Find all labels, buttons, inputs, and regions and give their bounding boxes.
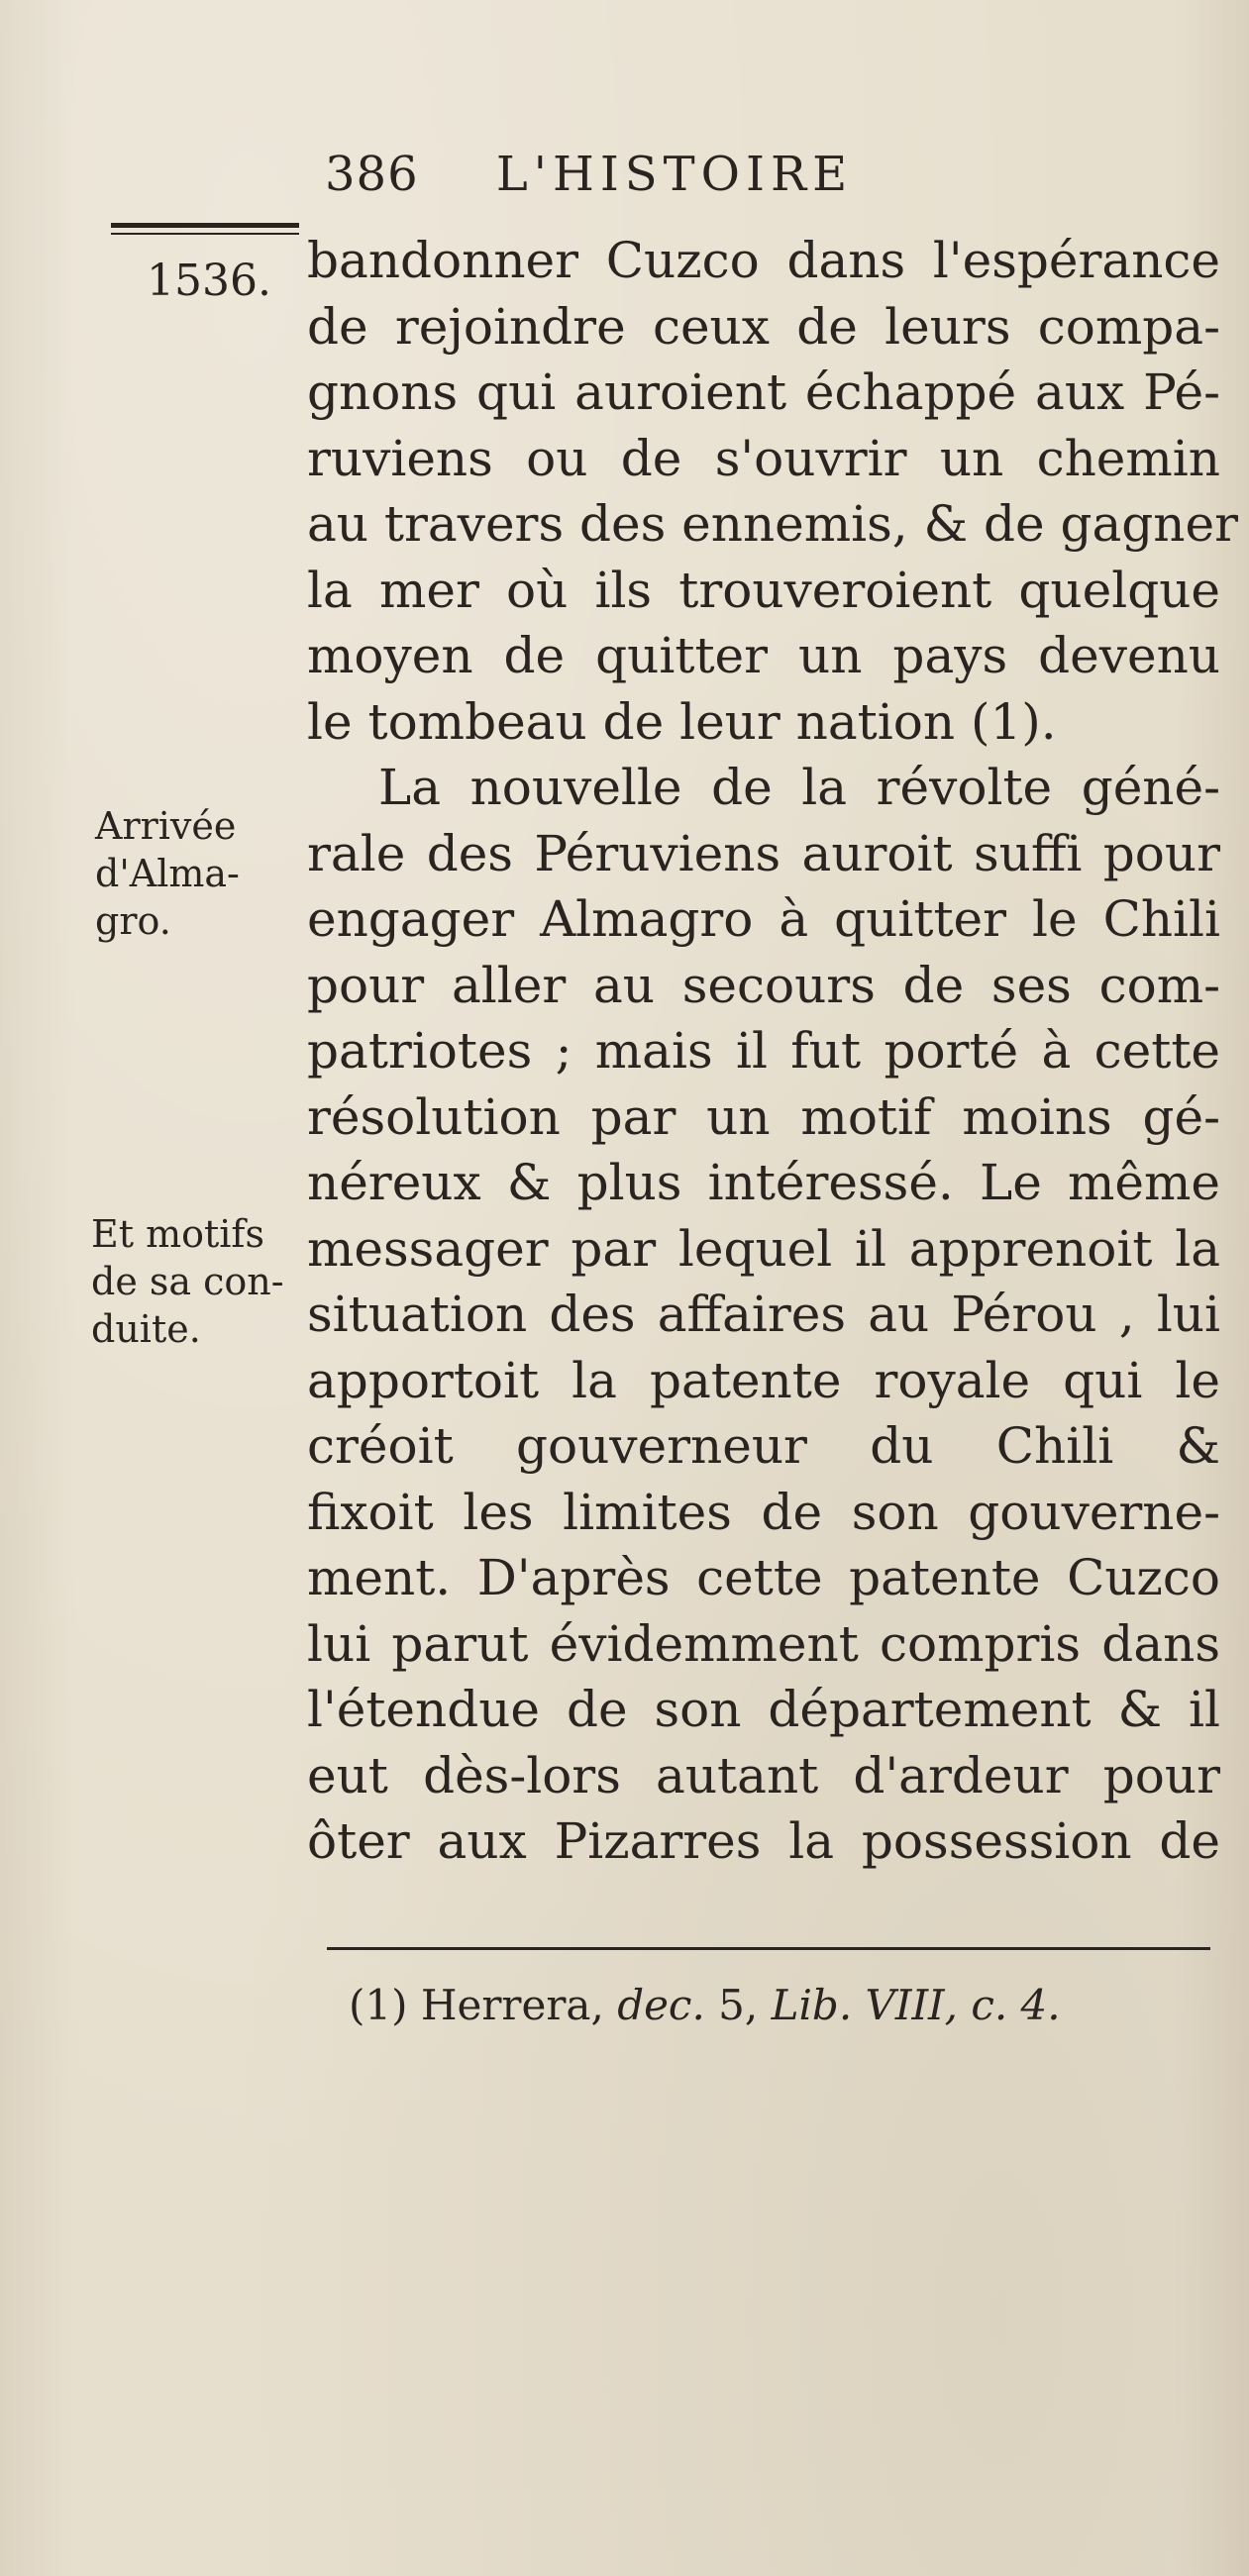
body-line: gnons qui auroient échappé aux Pé- bbox=[307, 363, 1220, 421]
body-line: créoit gouverneur du Chili & bbox=[307, 1417, 1220, 1475]
body-line: situation des affaires au Pérou , lui bbox=[307, 1286, 1220, 1343]
body-line: ôter aux Pizarres la possession de bbox=[307, 1812, 1220, 1870]
body-line: la mer où ils trouveroient quelque bbox=[307, 561, 1220, 619]
footnote-author: Herrera, bbox=[420, 1981, 604, 2029]
body-text bbox=[307, 228, 1238, 1875]
body-line: l'étendue de son département & il bbox=[307, 1681, 1220, 1738]
margin-note-line: de sa con- bbox=[91, 1260, 284, 1303]
body-line: ment. D'après cette patente Cuzco bbox=[307, 1549, 1220, 1606]
margin-note-line: gro. bbox=[95, 899, 171, 943]
margin-note-arrival bbox=[95, 802, 240, 945]
body-line: messager par lequel il apprenoit la bbox=[307, 1219, 1220, 1278]
footnote bbox=[349, 1981, 1061, 2029]
body-line: moyen de quitter un pays devenu bbox=[307, 627, 1220, 684]
margin-note-line: d'Alma- bbox=[95, 852, 240, 895]
body-line: de rejoindre ceux de leurs compa- bbox=[307, 297, 1220, 356]
body-line: fixoit les limites de son gouverne- bbox=[307, 1483, 1220, 1541]
header-rule bbox=[111, 223, 299, 235]
margin-note-line: duite. bbox=[91, 1307, 201, 1351]
body-line: néreux & plus intéressé. Le même bbox=[307, 1154, 1220, 1211]
body-line: le tombeau de leur nation (1). bbox=[307, 692, 1057, 751]
body-line: au travers des ennemis, & de gagner bbox=[307, 495, 1238, 553]
margin-year: 1536. bbox=[147, 256, 271, 306]
footnote-ref-num: 5, bbox=[718, 1981, 759, 2029]
body-line: La nouvelle de la révolte géné- bbox=[378, 759, 1220, 816]
footnote-marker: (1) bbox=[349, 1981, 408, 2029]
running-head bbox=[325, 147, 853, 202]
body-line: engager Almagro à quitter le Chili bbox=[307, 890, 1220, 948]
body-line: bandonner Cuzco dans l'espérance bbox=[307, 232, 1220, 289]
body-line: rale des Péruviens auroit suffi pour bbox=[307, 824, 1220, 882]
body-line: patriotes ; mais il fut porté à cette bbox=[307, 1022, 1220, 1080]
margin-note-line: Et motifs bbox=[91, 1212, 264, 1256]
footnote-ref-dec: dec. bbox=[617, 1981, 705, 2029]
margin-note-line: Arrivée bbox=[95, 804, 237, 848]
body-line: ruviens ou de s'ouvrir un chemin bbox=[307, 429, 1220, 487]
running-title: L'HISTOIRE bbox=[495, 147, 854, 202]
body-line: pour aller au secours de ses com- bbox=[307, 956, 1220, 1014]
page-number: 386 bbox=[325, 147, 419, 202]
body-line: eut dès-lors autant d'ardeur pour bbox=[307, 1746, 1220, 1804]
body-line: lui parut évidemment compris dans bbox=[307, 1614, 1220, 1673]
footnote-ref-lib: Lib. VIII, c. 4. bbox=[771, 1981, 1061, 2029]
footnote-rule bbox=[327, 1947, 1210, 1950]
margin-note-motives bbox=[91, 1210, 284, 1353]
body-line: apportoit la patente royale qui le bbox=[307, 1351, 1220, 1409]
body-line: résolution par un motif moins gé- bbox=[307, 1087, 1220, 1146]
